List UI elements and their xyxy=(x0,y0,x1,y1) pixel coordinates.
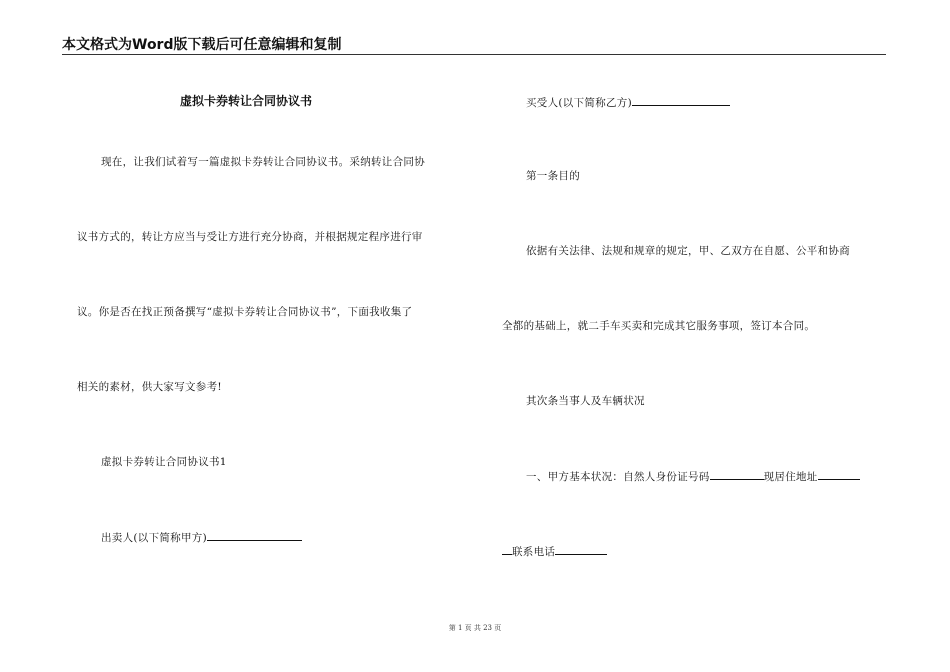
article-1-line-1: 依据有关法律、法规和规章的规定，甲、乙双方在自愿、公平和协商 xyxy=(526,245,850,257)
phone-blank[interactable] xyxy=(555,543,607,555)
agreement-subtitle: 虚拟卡券转让合同协议书1 xyxy=(101,456,227,468)
buyer-blank[interactable] xyxy=(632,94,730,106)
article-1-line-2: 全都的基础上，就二手车买卖和完成其它服务事项，签订本合同。 xyxy=(502,320,816,332)
address-blank[interactable] xyxy=(818,468,860,480)
page-header xyxy=(62,30,886,55)
id-number-label: 一、甲方基本状况：自然人身份证号码 xyxy=(526,471,710,483)
header-text: 本文格式为Word版下载后可任意编辑和复制 xyxy=(62,37,342,53)
party-a-line-1 xyxy=(526,468,860,484)
party-a-line-2 xyxy=(502,543,607,559)
intro-line-4: 相关的素材，供大家写文参考! xyxy=(77,381,222,393)
buyer-line xyxy=(526,94,730,110)
phone-label: 联系电话 xyxy=(512,546,556,558)
seller-line xyxy=(101,529,302,545)
seller-blank[interactable] xyxy=(207,529,302,541)
article-2-heading: 其次条当事人及车辆状况 xyxy=(526,395,645,407)
article-1-heading: 第一条目的 xyxy=(526,170,580,182)
address-label: 现居住地址 xyxy=(763,471,818,483)
id-number-blank[interactable] xyxy=(710,468,764,480)
page-footer: 第 1 页 共 23 页 xyxy=(448,624,502,632)
seller-label: 出卖人(以下简称甲方) xyxy=(101,532,207,544)
document-title: 虚拟卡券转让合同协议书 xyxy=(180,94,313,108)
intro-line-1: 现在，让我们试着写一篇虚拟卡券转让合同协议书。采纳转让合同协 xyxy=(101,156,425,168)
buyer-label: 买受人(以下简称乙方) xyxy=(526,97,632,109)
address-blank-continued[interactable] xyxy=(502,543,512,555)
intro-line-2: 议书方式的，转让方应当与受让方进行充分协商，并根据规定程序进行审 xyxy=(77,231,423,243)
intro-line-3: 议。你是否在找正预备撰写“虚拟卡券转让合同协议书”，下面我收集了 xyxy=(77,306,413,318)
